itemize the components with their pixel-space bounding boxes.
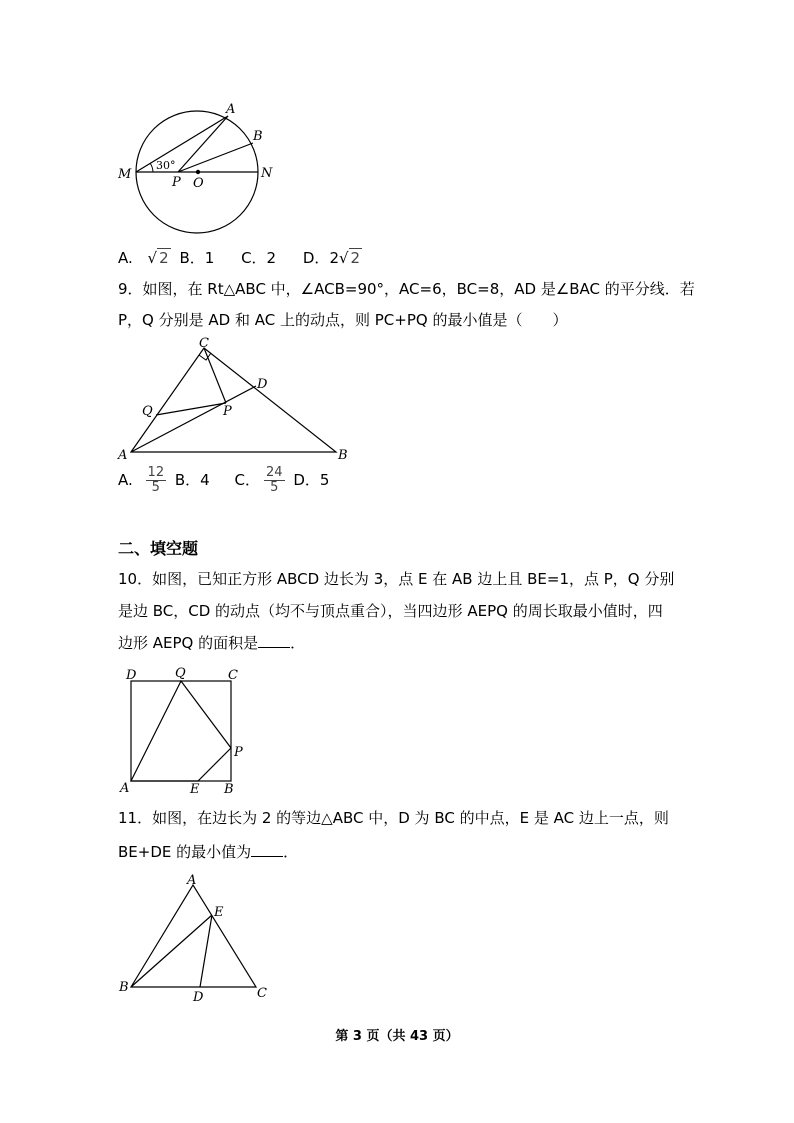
option-b: B．4 xyxy=(174,471,210,489)
chord-ma xyxy=(136,116,228,172)
option-c-label: C． xyxy=(234,471,260,489)
label-D: D xyxy=(257,377,268,392)
sqrt-sign: √ xyxy=(147,249,158,267)
answer-blank xyxy=(258,633,290,648)
answer-blank xyxy=(251,842,283,857)
option-c: C．2 xyxy=(241,249,277,267)
q11-line2 xyxy=(118,842,298,862)
label-B: B xyxy=(224,782,234,797)
q9-line2: P，Q 分别是 AD 和 AC 上的动点，则 PC+PQ 的最小值是（ ） xyxy=(118,311,568,329)
segment-be xyxy=(131,915,212,987)
label-P: P xyxy=(234,745,243,760)
label-D: D xyxy=(126,668,137,683)
label-C: C xyxy=(199,336,209,351)
page-footer: 第 3 页（共 43 页） xyxy=(335,1029,459,1044)
label-A: A xyxy=(120,781,130,796)
option-c-fraction xyxy=(264,466,285,495)
q9-options xyxy=(118,466,329,495)
square-figure-q10 xyxy=(110,662,260,797)
label-C: C xyxy=(257,986,267,1001)
label-D: D xyxy=(193,990,204,1003)
q11-text: BE+DE 的最小值为 xyxy=(118,843,252,861)
angle-arc xyxy=(150,163,153,172)
q10-line2: 是边 BC，CD 的动点（均不与顶点重合），当四边形 AEPQ 的周长取最小值时，四 xyxy=(118,602,663,620)
label-N: N xyxy=(261,166,273,181)
right-angle-mark xyxy=(199,353,211,360)
section-heading: 二、填空题 xyxy=(118,539,199,558)
option-a-label: A. xyxy=(118,471,133,489)
square-abcd xyxy=(131,681,231,781)
label-A: A xyxy=(226,102,236,117)
q10-text: 边形 AEPQ 的面积是 xyxy=(118,634,259,652)
bisector-ad xyxy=(131,386,256,452)
label-Q: Q xyxy=(175,666,186,681)
segment-pq xyxy=(156,403,226,415)
option-a-fraction xyxy=(146,466,167,495)
label-C: C xyxy=(228,668,238,683)
label-A: A xyxy=(118,448,128,463)
segment-pb xyxy=(178,143,253,172)
label-E: E xyxy=(190,782,200,797)
label-M: M xyxy=(118,167,132,182)
option-a-label: A. xyxy=(118,249,133,267)
label-B: B xyxy=(119,980,129,995)
segment-pa xyxy=(178,116,228,172)
angle-label: 30° xyxy=(156,159,176,172)
option-d-label: D． xyxy=(302,249,330,267)
q10-line1: 10．如图，已知正方形 ABCD 边长为 3，点 E 在 AB 边上且 BE=1，点 P，Q 分别 xyxy=(118,570,675,588)
option-b: B．1 xyxy=(179,249,215,267)
label-E: E xyxy=(214,905,224,920)
denominator: 5 xyxy=(270,480,279,495)
radicand: 2 xyxy=(350,249,361,267)
label-B: B xyxy=(338,448,348,463)
q11-line1: 11．如图，在边长为 2 的等边△ABC 中，D 为 BC 的中点，E 是 AC 边上一点，则 xyxy=(118,809,669,827)
triangle-abc xyxy=(131,885,256,987)
q8-options xyxy=(118,248,362,268)
option-d-coef: 2 xyxy=(329,249,339,267)
numerator: 24 xyxy=(265,465,283,480)
radicand: 2 xyxy=(159,249,169,267)
center-dot xyxy=(196,170,200,174)
option-d: D．5 xyxy=(293,471,330,489)
quadrilateral-aepq xyxy=(131,681,231,781)
label-O: O xyxy=(193,176,204,191)
triangle-figure-q9 xyxy=(110,330,360,465)
denominator: 5 xyxy=(151,480,160,495)
label-B: B xyxy=(253,129,263,144)
label-P: P xyxy=(172,175,181,190)
label-P: P xyxy=(223,404,232,419)
numerator: 12 xyxy=(147,465,165,480)
option-a-value xyxy=(148,248,171,268)
q10-line3 xyxy=(118,633,305,653)
option-d-value xyxy=(339,248,362,268)
q9-line1: 9．如图，在 Rt△ABC 中，∠ACB=90°，AC=6，BC=8，AD 是∠BAC 的平分线．若 xyxy=(118,280,695,298)
sqrt-sign: √ xyxy=(338,249,349,267)
q10-period: ． xyxy=(290,634,306,652)
triangle-figure-q11 xyxy=(110,868,280,1003)
circle-figure xyxy=(110,100,290,240)
label-A: A xyxy=(187,873,197,888)
segment-de xyxy=(200,915,212,987)
label-Q: Q xyxy=(142,404,153,419)
q11-period: ． xyxy=(283,843,299,861)
